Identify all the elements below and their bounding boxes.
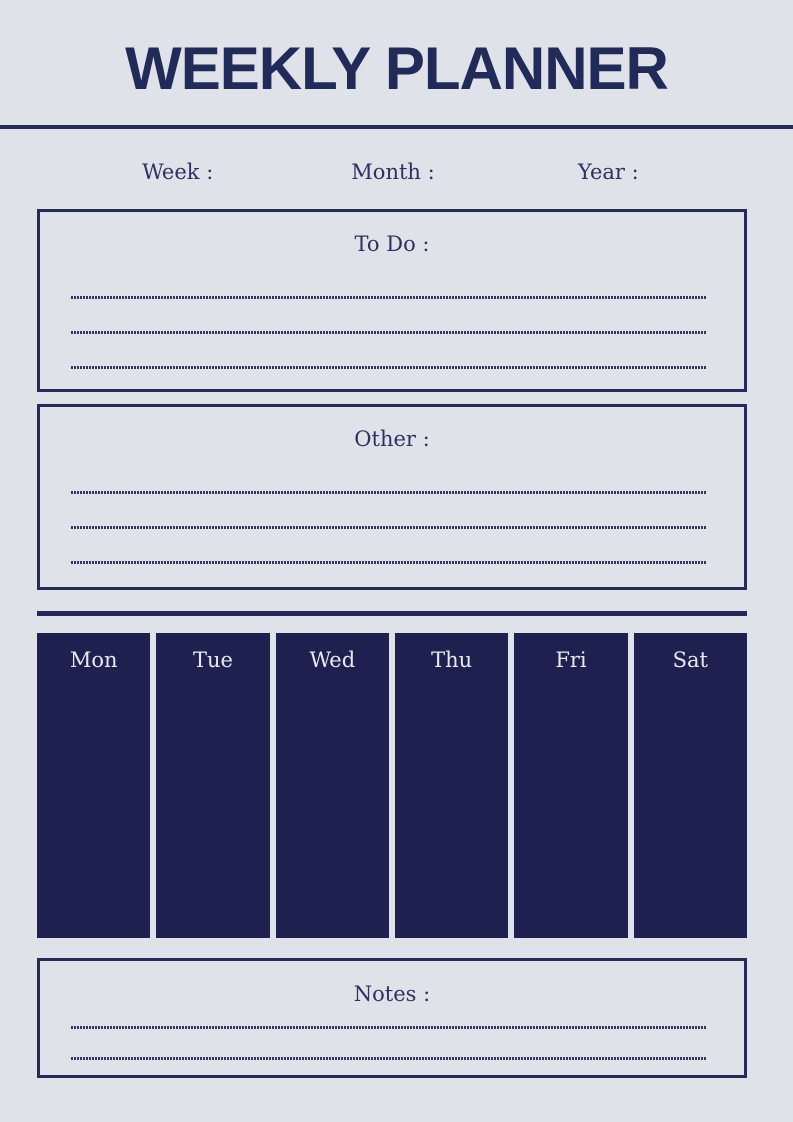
week-field-label[interactable]: Week : [142,160,214,184]
other-writing-line[interactable] [71,526,706,529]
day-column-fri[interactable]: Fri [514,633,627,938]
meta-row [70,160,716,184]
notes-section-label: Notes : [353,982,431,1006]
day-column-thu[interactable]: Thu [395,633,508,938]
notes-writing-line[interactable] [71,1057,706,1060]
todo-section [37,209,747,392]
year-field-label[interactable]: Year : [577,160,639,184]
other-writing-line[interactable] [71,561,706,564]
todo-writing-line[interactable] [71,366,706,369]
week-grid-divider-line [37,611,747,616]
day-column-tue[interactable]: Tue [156,633,269,938]
notes-writing-line[interactable] [71,1026,706,1029]
day-column-wed[interactable]: Wed [276,633,389,938]
title-divider-line [0,125,793,129]
other-writing-line[interactable] [71,491,706,494]
day-column-mon[interactable]: Mon [37,633,150,938]
week-day-columns [37,633,747,938]
other-section-label: Other : [354,427,430,451]
todo-writing-line[interactable] [71,331,706,334]
todo-writing-line[interactable] [71,296,706,299]
day-column-sat[interactable]: Sat [634,633,747,938]
page-title: WEEKLY PLANNER [125,35,668,102]
other-section [37,404,747,590]
todo-section-label: To Do : [354,232,430,256]
notes-section [37,958,747,1078]
month-field-label[interactable]: Month : [351,160,435,184]
